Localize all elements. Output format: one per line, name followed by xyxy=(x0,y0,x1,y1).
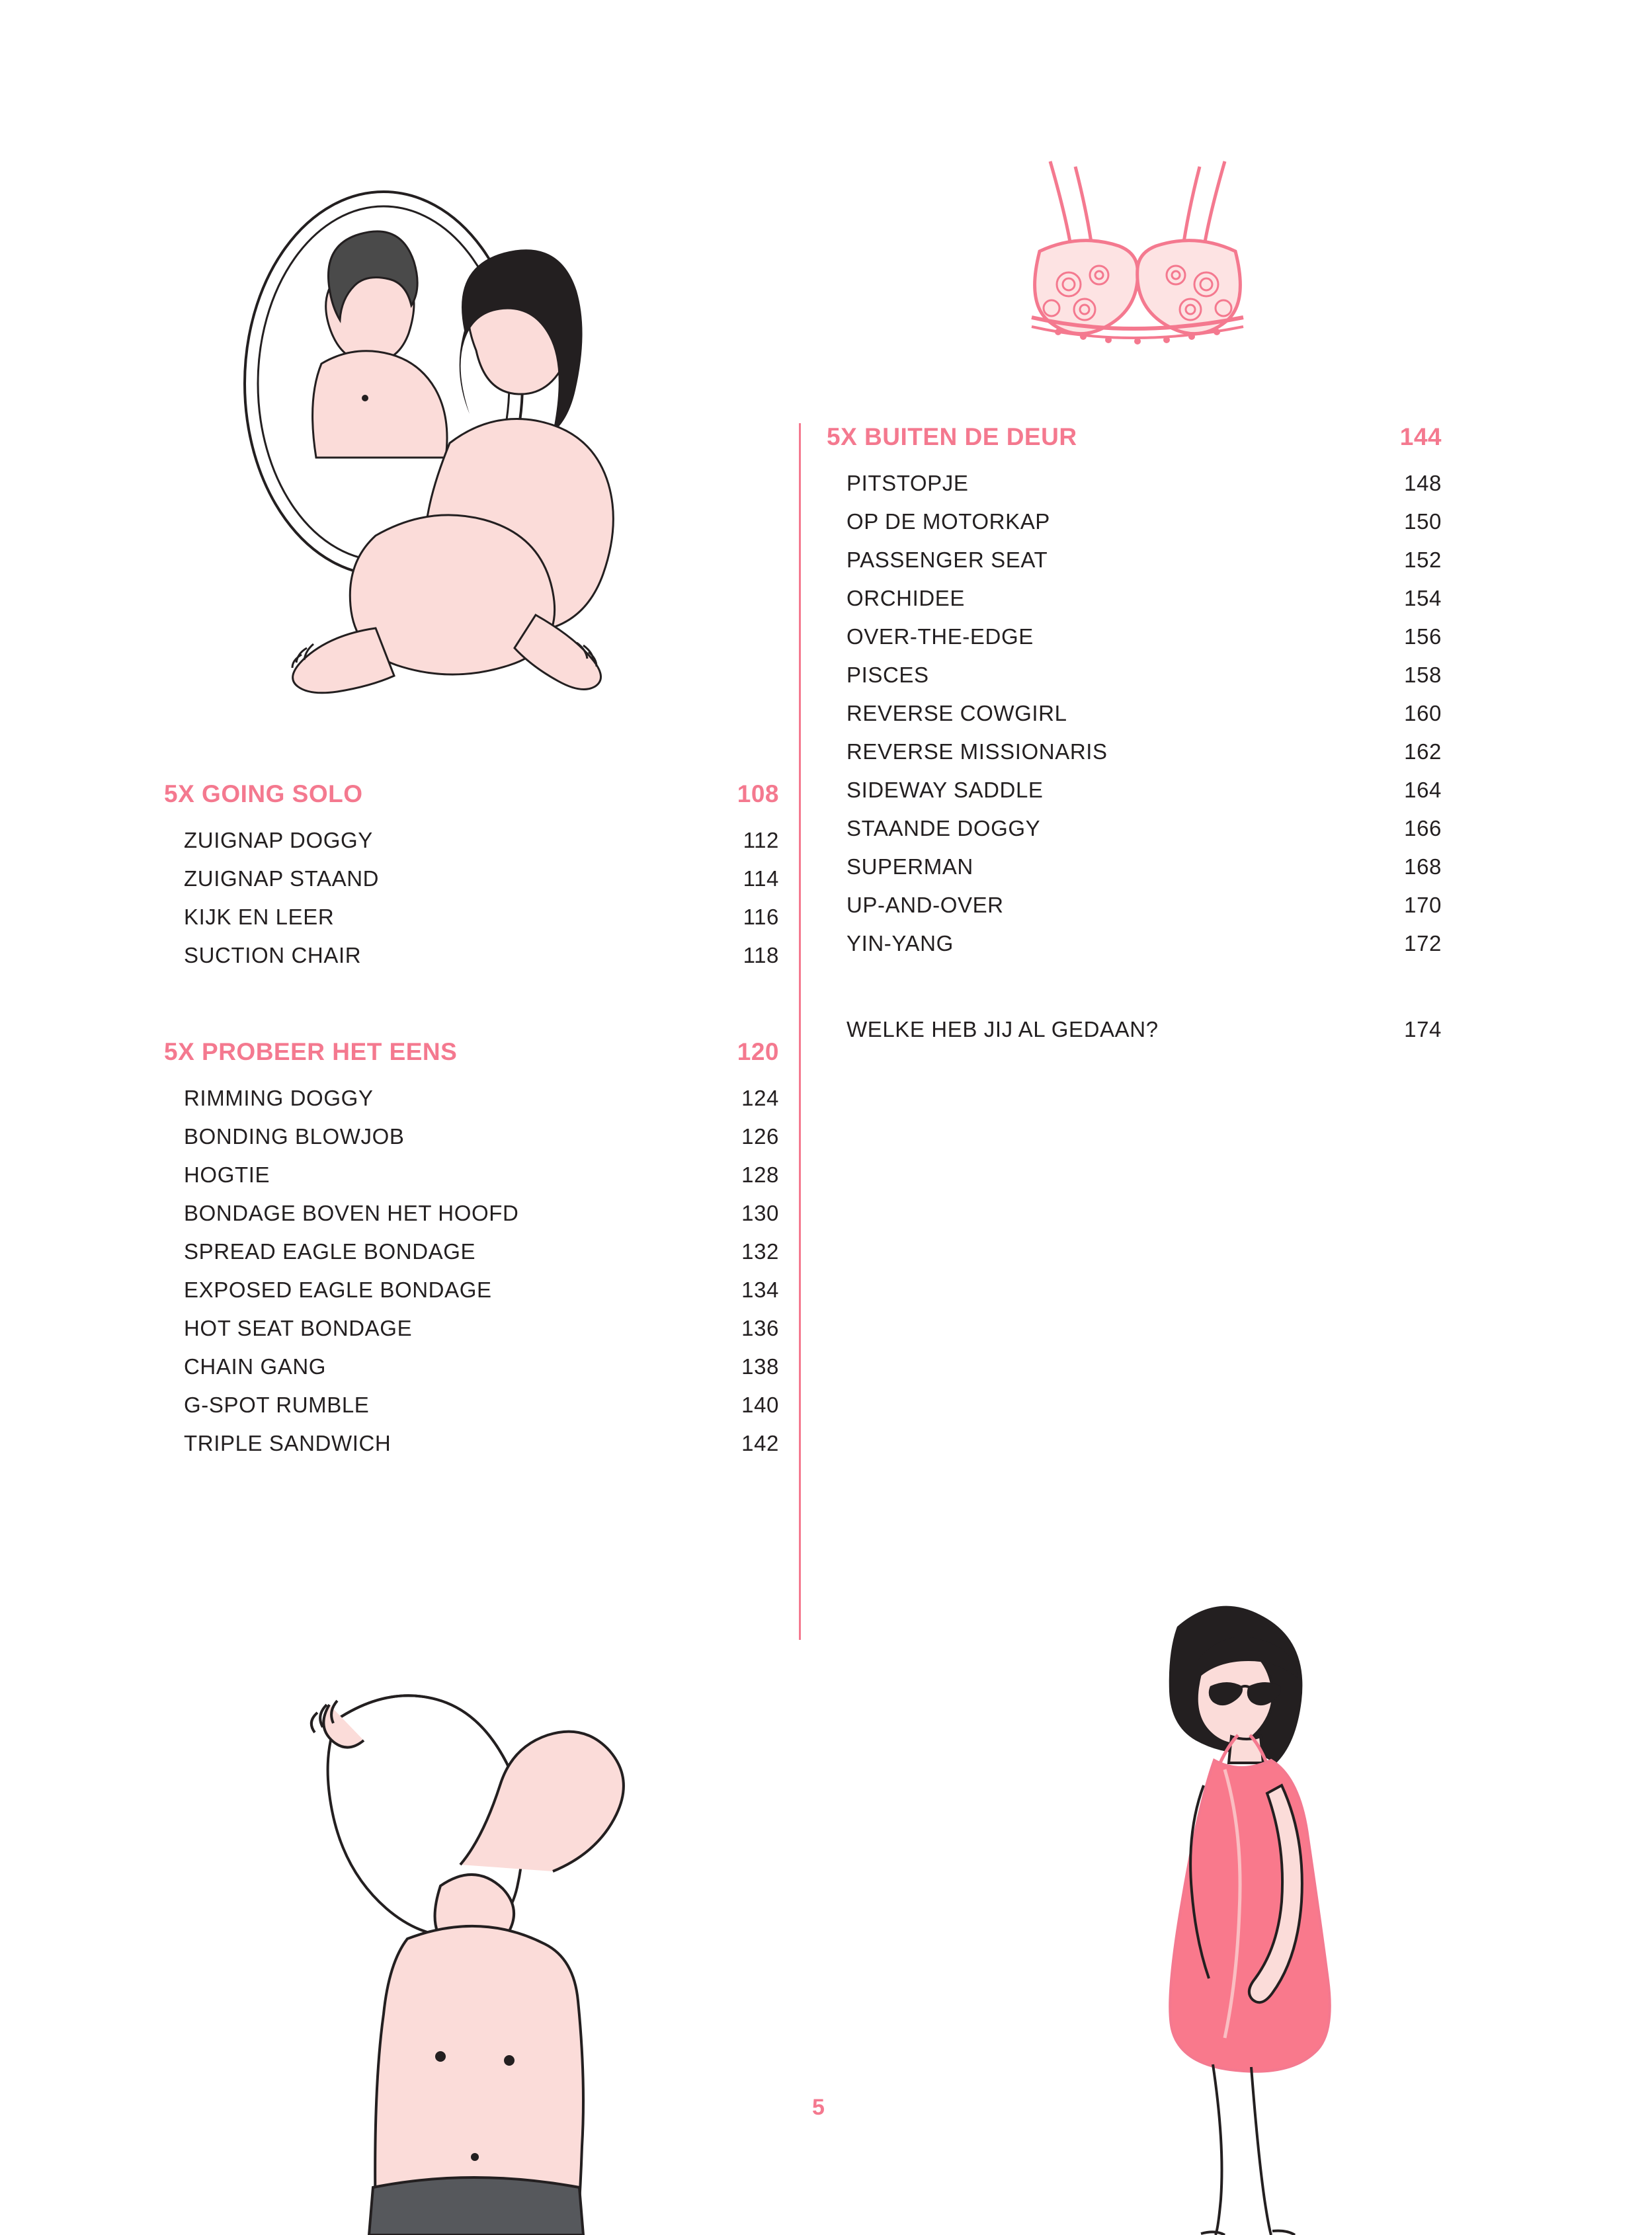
toc-entry-title: BONDAGE BOVEN HET HOOFD xyxy=(184,1201,519,1225)
toc-entry-page: 142 xyxy=(741,1431,779,1455)
toc-entry[interactable] xyxy=(827,924,1442,963)
toc-entry[interactable] xyxy=(164,860,779,898)
toc-entry[interactable] xyxy=(827,541,1442,579)
toc-entry-page: 124 xyxy=(741,1086,779,1110)
toc-section-heading[interactable] xyxy=(827,423,1442,451)
lace-bra-illustration xyxy=(1012,152,1263,370)
section-gap xyxy=(164,992,779,1038)
toc-entry-page: 148 xyxy=(1404,471,1442,495)
toc-entry[interactable] xyxy=(827,618,1442,656)
toc-entry[interactable] xyxy=(827,733,1442,771)
column-divider xyxy=(799,423,801,1640)
toc-section-title: 5X BUITEN DE DEUR xyxy=(827,423,1077,450)
toc-entry-page: 170 xyxy=(1404,893,1442,917)
toc-entry-page: 156 xyxy=(1404,624,1442,649)
toc-entry-page: 126 xyxy=(741,1124,779,1149)
toc-entry-title: WELKE HEB JIJ AL GEDAAN? xyxy=(847,1017,1159,1041)
toc-entry-page: 152 xyxy=(1404,548,1442,572)
toc-entry[interactable] xyxy=(164,1271,779,1309)
toc-right-column xyxy=(827,423,1442,1049)
toc-entry-page: 164 xyxy=(1404,778,1442,802)
toc-entry-title: SUCTION CHAIR xyxy=(184,943,362,967)
woman-in-dress-illustration xyxy=(1071,1587,1376,2235)
toc-section-page: 144 xyxy=(1399,423,1442,450)
toc-section-title: 5X GOING SOLO xyxy=(164,780,363,807)
toc-entry[interactable] xyxy=(827,771,1442,809)
toc-entry-title: ZUIGNAP STAAND xyxy=(184,866,380,891)
toc-section-probeer-het-eens xyxy=(164,1038,779,1463)
toc-entry-page: 136 xyxy=(741,1316,779,1340)
toc-entry-page: 166 xyxy=(1404,816,1442,840)
toc-entry-page: 114 xyxy=(743,866,779,891)
toc-section-title: 5X PROBEER HET EENS xyxy=(164,1038,458,1065)
toc-entry-title: TRIPLE SANDWICH xyxy=(184,1431,392,1455)
toc-entry-page: 150 xyxy=(1404,509,1442,534)
toc-entry-title: CHAIN GANG xyxy=(184,1354,327,1379)
mirror-couple-illustration xyxy=(165,165,641,694)
toc-entry[interactable] xyxy=(827,503,1442,541)
toc-entry-welke-heb-jij-al-gedaan[interactable] xyxy=(827,1010,1442,1049)
toc-entry-title: RIMMING DOGGY xyxy=(184,1086,374,1110)
toc-section-heading[interactable] xyxy=(164,780,779,808)
toc-section-page: 120 xyxy=(737,1038,779,1065)
toc-entry-title: UP-AND-OVER xyxy=(847,893,1004,917)
toc-entry-page: 128 xyxy=(741,1162,779,1187)
toc-entry-page: 154 xyxy=(1404,586,1442,610)
toc-entry[interactable] xyxy=(164,821,779,860)
toc-entry[interactable] xyxy=(827,848,1442,886)
toc-entry[interactable] xyxy=(164,1156,779,1194)
toc-entry[interactable] xyxy=(164,898,779,936)
toc-entry-title: HOT SEAT BONDAGE xyxy=(184,1316,413,1340)
toc-entry[interactable] xyxy=(164,1386,779,1424)
toc-entry-title: YIN-YANG xyxy=(847,931,954,955)
toc-entry[interactable] xyxy=(827,579,1442,618)
toc-entry-title: HOGTIE xyxy=(184,1162,270,1187)
toc-entry[interactable] xyxy=(827,694,1442,733)
toc-entry[interactable] xyxy=(827,464,1442,503)
toc-entry-title: G-SPOT RUMBLE xyxy=(184,1393,370,1417)
toc-entry[interactable] xyxy=(164,1348,779,1386)
toc-entry-title: STAANDE DOGGY xyxy=(847,816,1041,840)
toc-entry-title: REVERSE COWGIRL xyxy=(847,701,1067,725)
toc-entry[interactable] xyxy=(164,1309,779,1348)
toc-entry-title: BONDING BLOWJOB xyxy=(184,1124,405,1149)
toc-entry[interactable] xyxy=(164,1424,779,1463)
toc-entry-page: 140 xyxy=(741,1393,779,1417)
toc-entry-page: 162 xyxy=(1404,739,1442,764)
toc-entry[interactable] xyxy=(164,1079,779,1118)
toc-entry-title: KIJK EN LEER xyxy=(184,905,335,929)
toc-section-page: 108 xyxy=(737,780,779,807)
page-number: 5 xyxy=(812,2095,825,2120)
toc-entry-page: 158 xyxy=(1404,663,1442,687)
toc-entry[interactable] xyxy=(164,1118,779,1156)
toc-entry[interactable] xyxy=(164,1233,779,1271)
toc-entry-page: 112 xyxy=(743,828,779,852)
toc-entry[interactable] xyxy=(164,1194,779,1233)
toc-entry-title: ZUIGNAP DOGGY xyxy=(184,828,373,852)
toc-entry-title: OVER-THE-EDGE xyxy=(847,624,1034,649)
toc-entry-page: 116 xyxy=(743,905,779,929)
toc-entry-title: OP DE MOTORKAP xyxy=(847,509,1050,534)
toc-entry-title: PASSENGER SEAT xyxy=(847,548,1048,572)
toc-entry-page: 134 xyxy=(741,1278,779,1302)
toc-entry-page: 118 xyxy=(743,943,779,967)
toc-entry-page: 138 xyxy=(741,1354,779,1379)
toc-entry[interactable] xyxy=(827,809,1442,848)
toc-entry-title: PITSTOPJE xyxy=(847,471,969,495)
toc-entry-page: 130 xyxy=(741,1201,779,1225)
toc-entry-page: 174 xyxy=(1404,1017,1442,1041)
toc-entry-title: EXPOSED EAGLE BONDAGE xyxy=(184,1278,492,1302)
toc-entry-title: SPREAD EAGLE BONDAGE xyxy=(184,1239,476,1264)
toc-entry-page: 168 xyxy=(1404,854,1442,879)
toc-entry[interactable] xyxy=(164,936,779,975)
toc-entry-title: SUPERMAN xyxy=(847,854,973,879)
toc-entry-page: 160 xyxy=(1404,701,1442,725)
toc-entry-title: ORCHIDEE xyxy=(847,586,965,610)
toc-entry-page: 172 xyxy=(1404,931,1442,955)
toc-entry-page: 132 xyxy=(741,1239,779,1264)
section-gap xyxy=(827,980,1442,1010)
toc-section-heading[interactable] xyxy=(164,1038,779,1066)
toc-section-buiten-de-deur xyxy=(827,423,1442,963)
toc-entry[interactable] xyxy=(827,886,1442,924)
toc-entry[interactable] xyxy=(827,656,1442,694)
shirt-removal-illustration xyxy=(291,1640,701,2235)
toc-entry-title: SIDEWAY SADDLE xyxy=(847,778,1044,802)
toc-left-column xyxy=(164,780,779,1480)
toc-entry-title: REVERSE MISSIONARIS xyxy=(847,739,1108,764)
toc-section-going-solo xyxy=(164,780,779,975)
toc-entry-title: PISCES xyxy=(847,663,929,687)
